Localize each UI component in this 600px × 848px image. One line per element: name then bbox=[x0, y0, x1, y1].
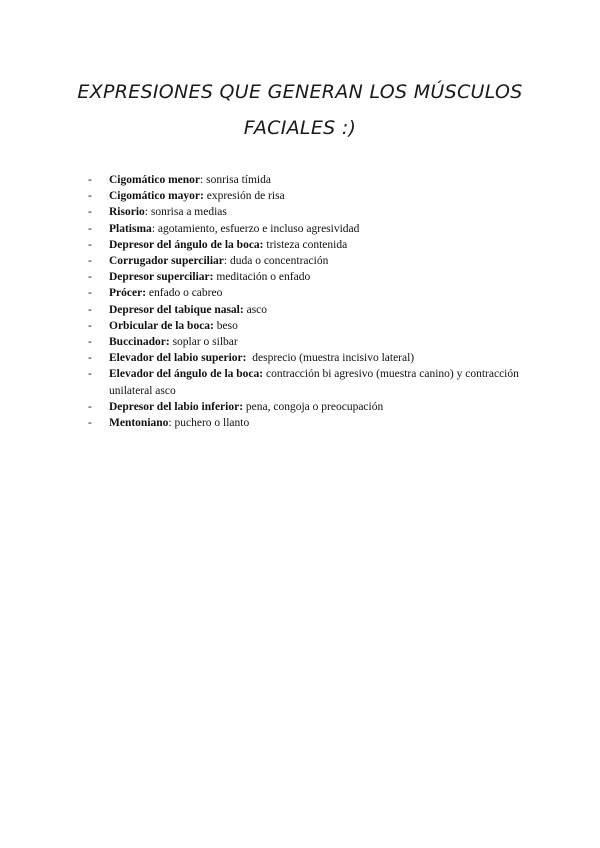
expression-description: meditación o enfado bbox=[216, 271, 311, 284]
expression-description: asco bbox=[246, 303, 268, 316]
muscle-name: Depresor del ángulo de la boca: bbox=[109, 238, 264, 251]
list-item bbox=[88, 269, 528, 285]
expression-description: beso bbox=[216, 319, 238, 332]
expression-description: desprecio (muestra incisivo lateral) bbox=[252, 352, 415, 365]
list-bullet: - bbox=[88, 336, 92, 349]
separator: : bbox=[144, 206, 151, 219]
list-bullet: - bbox=[88, 400, 92, 413]
separator: : bbox=[200, 174, 207, 186]
list-bullet: - bbox=[88, 417, 92, 430]
list-bullet: - bbox=[88, 368, 92, 381]
muscle-name: Platisma bbox=[109, 222, 152, 235]
list-item bbox=[88, 399, 528, 415]
separator: : bbox=[223, 255, 230, 268]
title-line-2: FACIALES :) bbox=[243, 117, 357, 139]
expression-description: tristeza contenida bbox=[266, 238, 348, 251]
list-bullet: - bbox=[88, 319, 92, 332]
expression-description: pena, congoja o preocupación bbox=[245, 400, 384, 413]
list-bullet: - bbox=[88, 174, 92, 186]
muscle-name: Mentoniano bbox=[109, 417, 169, 430]
muscle-name: Buccinador: bbox=[109, 336, 170, 349]
list-item bbox=[88, 350, 528, 366]
expression-description: agotamiento, esfuerzo e incluso agresividad bbox=[157, 222, 360, 235]
expression-description: duda o concentración bbox=[229, 255, 329, 268]
list-bullet: - bbox=[88, 303, 92, 316]
list-item bbox=[88, 253, 528, 269]
separator: : bbox=[151, 222, 158, 235]
list-bullet: - bbox=[88, 238, 92, 251]
list-bullet: - bbox=[88, 287, 92, 300]
list-item bbox=[88, 302, 528, 318]
expression-description: contracción bi agresivo (muestra canino) y contracción unilateral asco bbox=[109, 368, 519, 397]
page-title bbox=[60, 74, 540, 146]
muscle-name: Prócer: bbox=[109, 287, 147, 300]
list-item bbox=[88, 366, 528, 398]
list-bullet: - bbox=[88, 190, 92, 203]
muscle-name: Elevador del ángulo de la boca: bbox=[109, 368, 264, 381]
expression-description: sonrisa tímida bbox=[206, 174, 271, 186]
muscle-name: Elevador del labio superior: bbox=[109, 352, 247, 365]
muscle-name: Corrugador superciliar bbox=[109, 255, 224, 268]
muscle-name: Cigomático menor bbox=[109, 174, 201, 186]
expression-description: soplar o silbar bbox=[172, 336, 238, 349]
list-item bbox=[88, 334, 528, 350]
muscle-name: Orbicular de la boca: bbox=[109, 319, 214, 332]
list-bullet: - bbox=[88, 206, 92, 219]
expression-description: puchero o llanto bbox=[174, 417, 250, 430]
list-item bbox=[88, 221, 528, 237]
muscle-name: Depresor superciliar: bbox=[109, 271, 214, 284]
expression-description: expresión de risa bbox=[206, 190, 285, 203]
list-item bbox=[88, 237, 528, 253]
list-item bbox=[88, 318, 528, 334]
muscle-name: Depresor del labio inferior: bbox=[109, 400, 244, 413]
expression-description: enfado o cabreo bbox=[148, 287, 223, 300]
list-item bbox=[88, 415, 528, 431]
list-bullet: - bbox=[88, 222, 92, 235]
list-item bbox=[88, 204, 528, 220]
muscle-name: Risorio bbox=[109, 206, 145, 219]
list-item bbox=[88, 285, 528, 301]
muscle-expression-list bbox=[88, 172, 528, 431]
list-bullet: - bbox=[88, 271, 92, 284]
list-item bbox=[88, 188, 528, 204]
expression-description: sonrisa a medias bbox=[150, 206, 227, 219]
separator: : bbox=[168, 417, 175, 430]
title-line-1: EXPRESIONES QUE GENERAN LOS MÚSCULOS bbox=[77, 81, 523, 103]
list-bullet: - bbox=[88, 352, 92, 365]
muscle-name: Depresor del tabique nasal: bbox=[109, 303, 244, 316]
list-bullet: - bbox=[88, 255, 92, 268]
muscle-name: Cigomático mayor: bbox=[109, 190, 204, 203]
list-item bbox=[88, 172, 528, 188]
